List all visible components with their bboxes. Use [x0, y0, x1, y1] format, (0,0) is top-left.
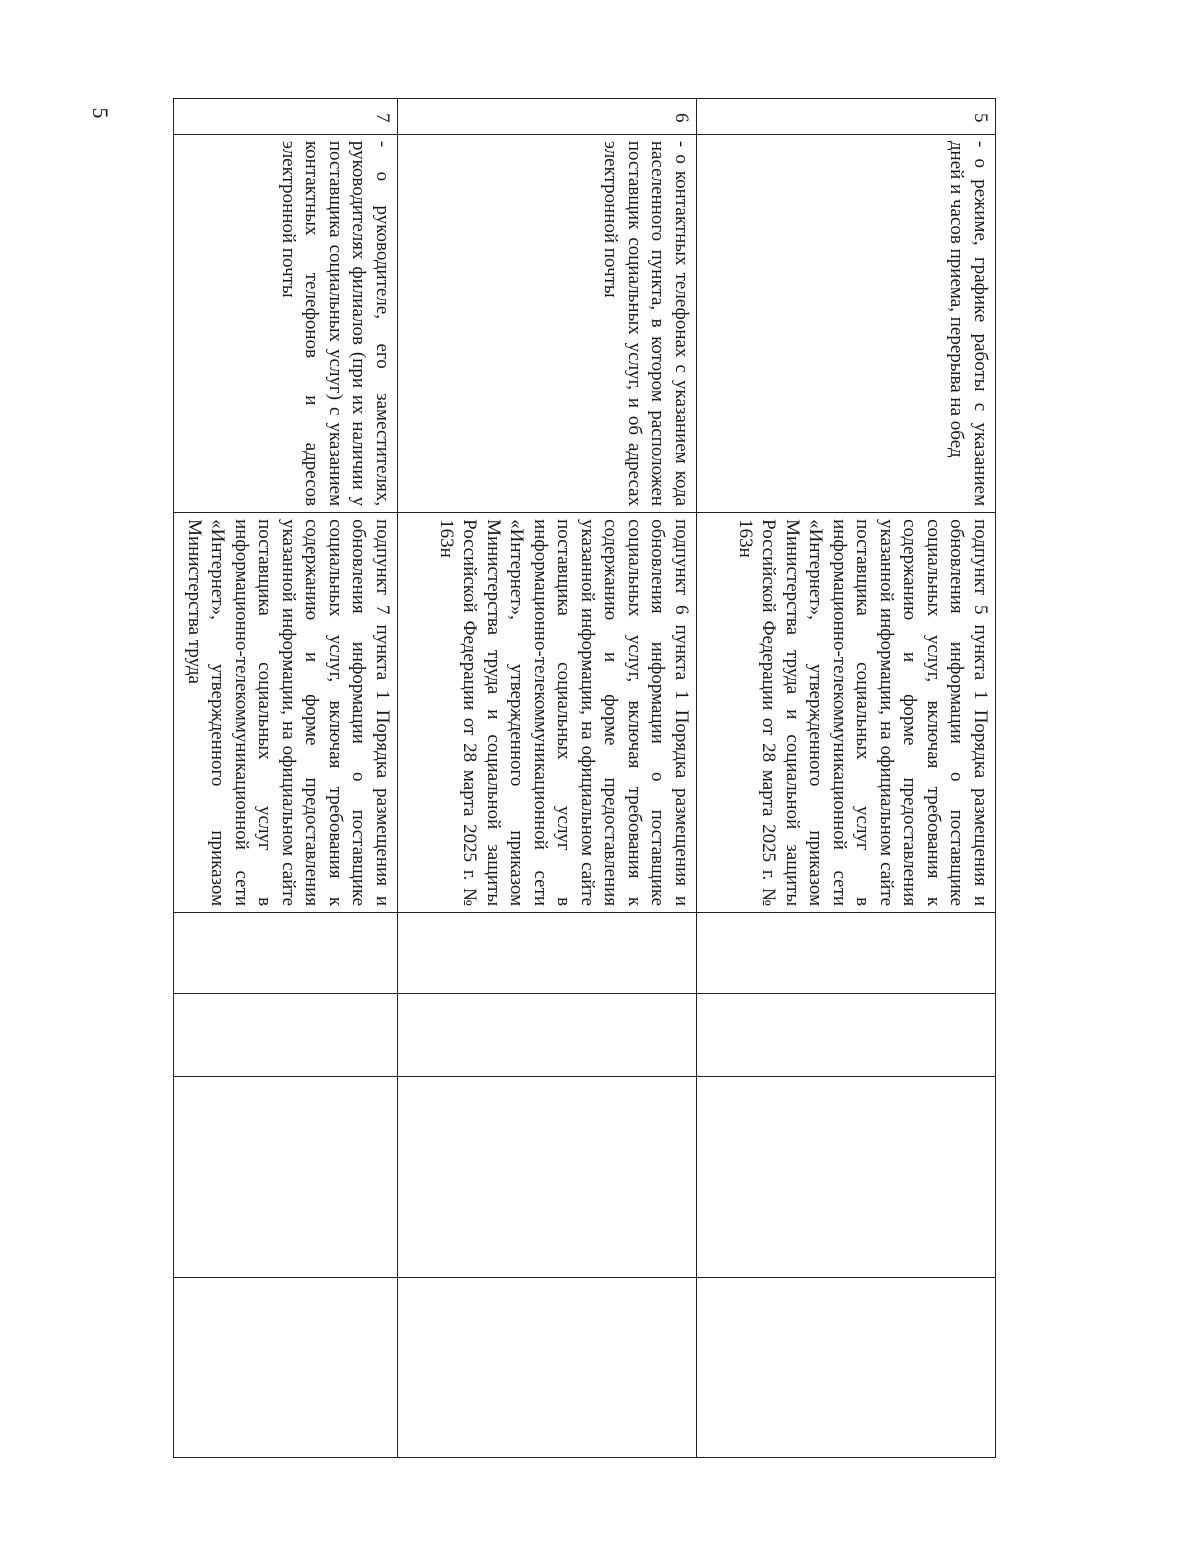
requirement-description: - о руководителе, его заместителях, руководителях филиалов (при их наличии у поставщика социальных услуг) с указанием контактных телефонов и адресов электронной почты [174, 134, 398, 512]
empty-cell [697, 1278, 996, 1458]
legal-basis: подпункт 7 пункта 1 Порядка размещения и обновления информации о поставщике социальных услуг, включая требования к содержанию и форме предоставления указанной информации, на официальном сайте поставщика социальных услуг в информационно-телекоммуникационной сети «Интернет», утвержденного приказом Министерства труда [174, 513, 398, 913]
empty-cell [174, 993, 398, 1076]
requirement-description: - о контактных телефонах с указанием кода населенного пункта, в котором расположен поставщик социальных услуг, и об адресах электронной почты [398, 134, 697, 512]
legal-basis: подпункт 6 пункта 1 Порядка размещения и обновления информации о поставщике социальных услуг, включая требования к содержанию и форме предоставления указанной информации, на официальном сайте поставщика социальных услуг в информационно-телекоммуникационной сети «Интернет», утвержденного приказом Министерства труда и социальной защиты Российской Федерации от 28 марта 2025 г. № 163н [398, 513, 697, 913]
requirements-table [173, 98, 996, 1458]
page-number: 5 [88, 107, 113, 119]
empty-cell [174, 1278, 398, 1458]
empty-cell [398, 993, 697, 1076]
empty-cell [697, 913, 996, 994]
empty-cell [174, 1077, 398, 1278]
empty-cell [398, 1077, 697, 1278]
table-row [398, 99, 697, 1458]
table-row [697, 99, 996, 1458]
row-number: 6 [398, 99, 697, 135]
table-row [174, 99, 398, 1458]
row-number: 5 [697, 99, 996, 135]
rotated-table-container [171, 98, 996, 1458]
empty-cell [697, 1077, 996, 1278]
empty-cell [174, 913, 398, 994]
empty-cell [398, 1278, 697, 1458]
legal-basis: подпункт 5 пункта 1 Порядка размещения и обновления информации о поставщике социальных услуг, включая требования к содержанию и форме предоставления указанной информации, на официальном сайте поставщика социальных услуг в информационно-телекоммуникационной сети «Интернет», утвержденного приказом Министерства труда и социальной защиты Российской Федерации от 28 марта 2025 г. № 163н [697, 513, 996, 913]
empty-cell [398, 913, 697, 994]
requirement-description: - о режиме, графике работы с указанием дней и часов приема, перерыва на обед [697, 134, 996, 512]
empty-cell [697, 993, 996, 1076]
row-number: 7 [174, 99, 398, 135]
